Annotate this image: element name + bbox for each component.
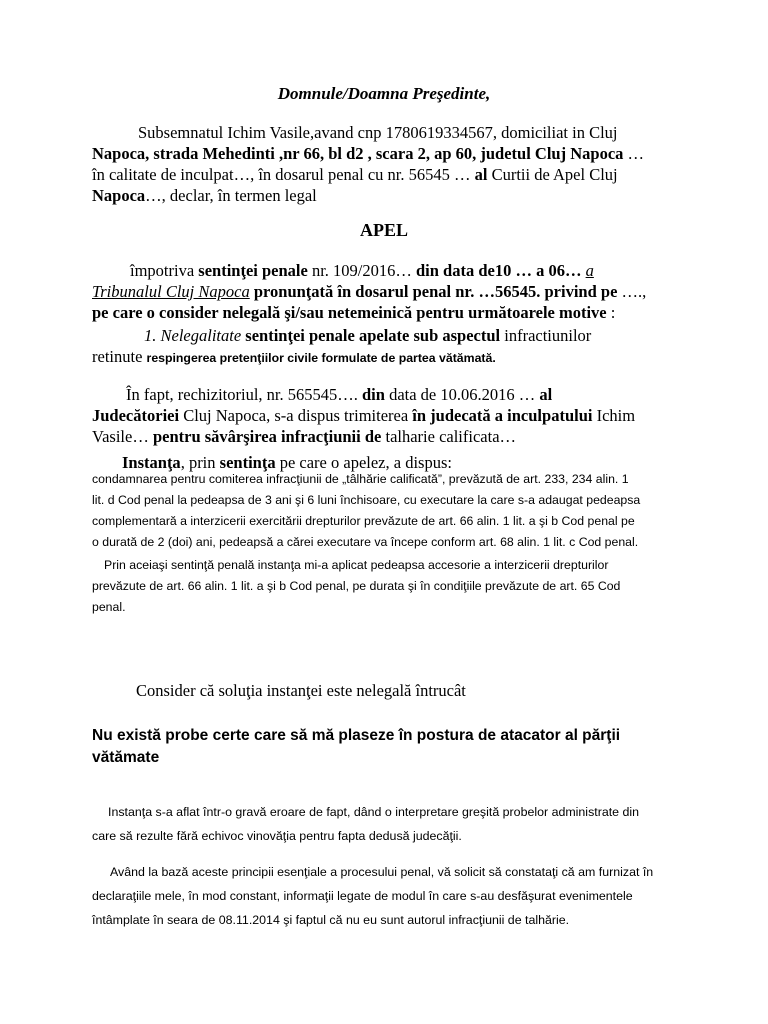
principles-line: Având la bază aceste principii esenţiale a procesului penal, vă solicit să constataţi că am furnizat în [110, 865, 654, 879]
accessory-block [92, 555, 692, 618]
sentence-block [92, 469, 692, 553]
sentence-line: o durată de 2 (doi) ani, pedeapsă a cărei executare va începe conform art. 68 alin. 1 lit. c Cod penal. [92, 535, 639, 549]
intro-paragraph [92, 122, 680, 206]
principles-block [92, 860, 680, 932]
accessory-line: penal. [92, 600, 126, 614]
consider-line: Consider că soluţia instanţei este nelegală întrucât [136, 681, 466, 700]
sentence-line: complementară a interzicerii exercitării drepturilor prevăzute de art. 66 alin. 1 lit. a şi b Cod penal pe [92, 514, 635, 528]
principles-line: întâmplate în seara de 08.11.2014 şi faptul că nu eu sunt autorul infracţiunii de talhărie. [92, 913, 570, 927]
motive-line-1: 1. Nelegalitate sentinţei penale apelate sub aspectul infractiunilor [144, 326, 592, 345]
intro-line-3: în calitate de inculpat…, în dosarul penal cu nr. 56545 … al Curtii de Apel Cluj [92, 165, 618, 184]
against-line-3: pe care o consider nelegală şi/sau netemeinică pentru următoarele motive : [92, 303, 616, 322]
fact-line-1: În fapt, rechizitoriul, nr. 565545…. din data de 10.06.2016 … al [126, 385, 553, 404]
motive-line-2: retinute respingerea pretenţiilor civile formulate de partea vătămată. [92, 347, 496, 366]
against-line-2: Tribunalul Cluj Napoca pronunţată în dosarul penal nr. …56545. privind pe …., [92, 282, 647, 301]
instance-line: Instanţa, prin sentinţa pe care o apelez, a dispus: [122, 453, 452, 472]
against-line-1: împotriva sentinţei penale nr. 109/2016… din data de10 … a 06… a [130, 261, 594, 280]
error-block [92, 800, 680, 848]
error-line: Instanţa s-a aflat într-o gravă eroare de fapt, dând o interpretare greşită probelor administrate din [108, 805, 640, 819]
intro-line-2: Napoca, strada Mehedinti ,nr 66, bl d2 , scara 2, ap 60, judetul Cluj Napoca … [92, 144, 645, 163]
accessory-line: prevăzute de art. 66 alin. 1 lit. a şi b Cod penal, pe durata şi în condiţiile prevăzute de art. 65 Cod [92, 579, 621, 593]
accessory-line: Prin aceiaşi sentinţă penală instanţa mi-a aplicat pedeapsa accesorie a interzicerii drepturilor [104, 558, 609, 572]
no-proof-heading: Nu există probe certe care să mă plaseze în postura de atacator al părţii vătămate [92, 727, 621, 766]
motive-paragraph [92, 325, 680, 369]
fact-line-3: Vasile… pentru săvârşirea infracţiunii de talharie calificata… [92, 427, 517, 446]
sentence-line: lit. d Cod penal la pedeapsa de 3 ani şi 6 luni închisoare, cu executare la care s-a adaugat pedeapsa [92, 493, 641, 507]
fact-paragraph [92, 384, 680, 447]
against-paragraph [92, 260, 680, 323]
intro-line-1: Subsemnatul Ichim Vasile,avand cnp 1780619334567, domiciliat in Cluj [138, 123, 618, 142]
sentence-line: condamnarea pentru comiterea infracţiunii de „tâlhărie calificată”, prevăzută de art. 233, 234 alin. 1 [92, 472, 629, 486]
principles-line: declaraţiile mele, în mod constant, informaţii legate de modul în care s-au desfăşurat evenimentele [92, 889, 633, 903]
document-title: APEL [359, 220, 408, 240]
error-line: care să rezulte fără echivoc vinovăţia pentru fapta dedusă judecăţii. [92, 829, 462, 843]
salutation: Domnule/Doamna Preşedinte, [277, 84, 491, 103]
intro-line-4: Napoca…, declar, în termen legal [92, 186, 317, 205]
fact-line-2: Judecătoriei Cluj Napoca, s-a dispus trimiterea în judecată a inculpatului Ichim [92, 406, 636, 425]
